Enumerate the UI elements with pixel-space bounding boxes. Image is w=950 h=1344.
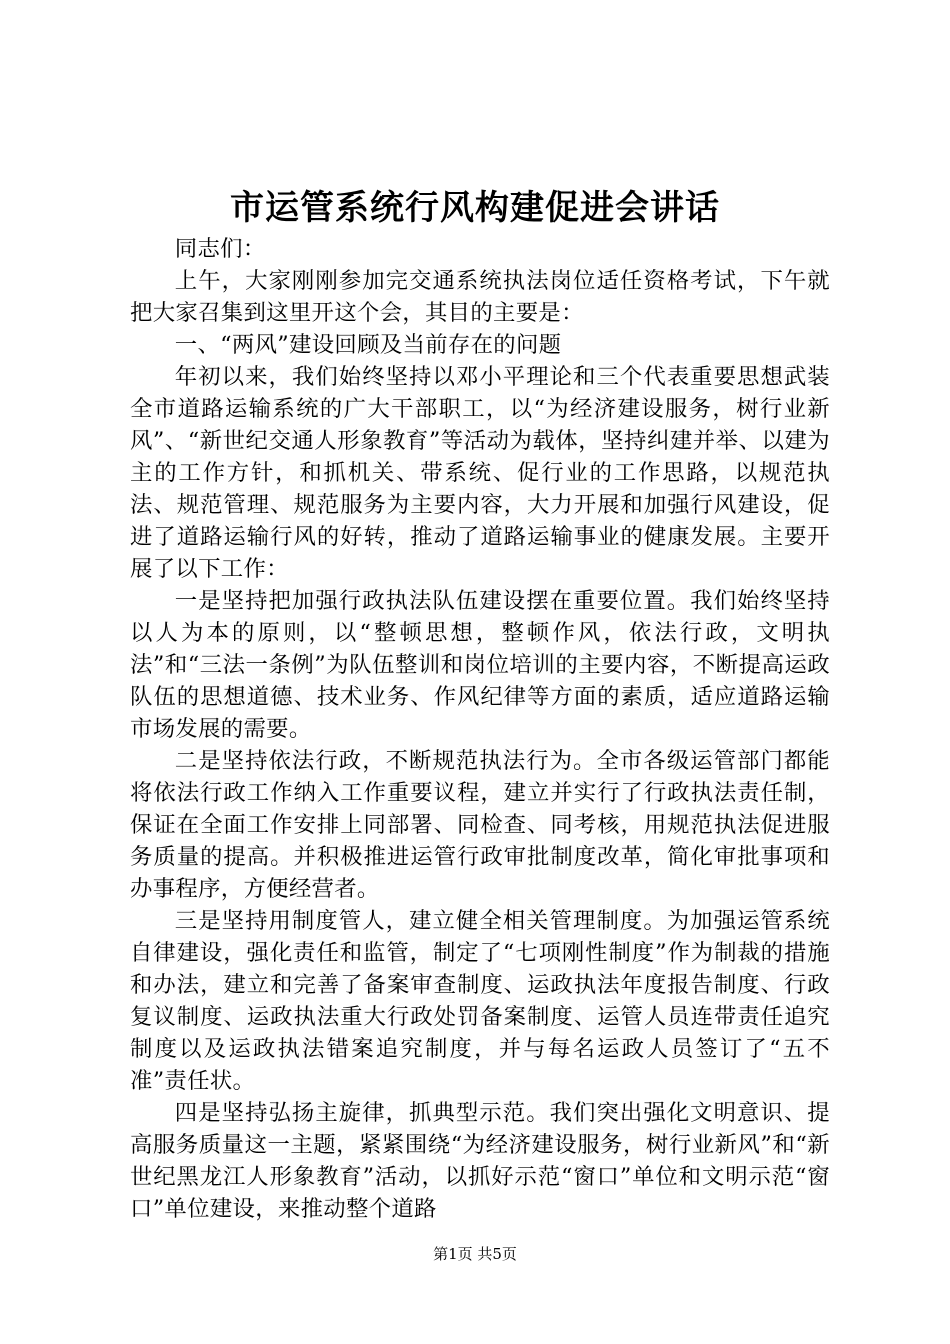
body-paragraph: 三是坚持用制度管人，建立健全相关管理制度。为加强运管系统自律建设，强化责任和监管，制定了“七项刚性制度”作为制裁的措施和办法，建立和完善了备案审查制度、运政执法年度报告制度、行政复议制度、运政执法重大行政处罚备案制度、运管人员连带责任追究制度以及运政执法错案追究制度，并与每名运政人员签订了“五不准”责任状。: [130, 908, 830, 1094]
body-paragraph: 年初以来，我们始终坚持以邓小平理论和三个代表重要思想武装全市道路运输系统的广大干部职工，以“为经济建设服务，树行业新风”、“新世纪交通人形象教育”等活动为载体，坚持纠建并举、以建为主的工作方针，和抓机关、带系统、促行业的工作思路，以规范执法、规范管理、规范服务为主要内容，大力开展和加强行风建设，促进了道路运输行风的好转，推动了道路运输事业的健康发展。主要开展了以下工作：: [130, 364, 830, 582]
body-paragraph: 四是坚持弘扬主旋律，抓典型示范。我们突出强化文明意识、提高服务质量这一主题，紧紧围绕“为经济建设服务，树行业新风”和“新世纪黑龙江人形象教育”活动，以抓好示范“窗口”单位和文明示范“窗口”单位建设，来推动整个道路: [130, 1100, 830, 1222]
intro-paragraph: 上午，大家刚刚参加完交通系统执法岗位适任资格考试，下午就把大家召集到这里开这个会，其目的主要是：: [130, 268, 830, 326]
document-title: 市运管系统行风构建促进会讲话: [230, 188, 720, 228]
section-heading: 一、“两风”建设回顾及当前存在的问题: [174, 332, 562, 358]
document-body: [130, 233, 830, 1225]
salutation-paragraph: 同志们：: [174, 236, 266, 262]
page-number-footer: 第1页 共5页: [433, 1245, 517, 1263]
body-paragraph: 二是坚持依法行政，不断规范执法行为。全市各级运管部门都能将依法行政工作纳入工作重要议程，建立并实行了行政执法责任制，保证在全面工作安排上同部署、同检查、同考核，用规范执法促进服务质量的提高。并积极推进运管行政审批制度改革，简化审批事项和办事程序，方便经营者。: [130, 748, 830, 902]
body-paragraph: 一是坚持把加强行政执法队伍建设摆在重要位置。我们始终坚持以人为本的原则，以“整顿思想，整顿作风，依法行政，文明执法”和“三法一条例”为队伍整训和岗位培训的主要内容，不断提高运政队伍的思想道德、技术业务、作风纪律等方面的素质，适应道路运输市场发展的需要。: [130, 588, 830, 742]
